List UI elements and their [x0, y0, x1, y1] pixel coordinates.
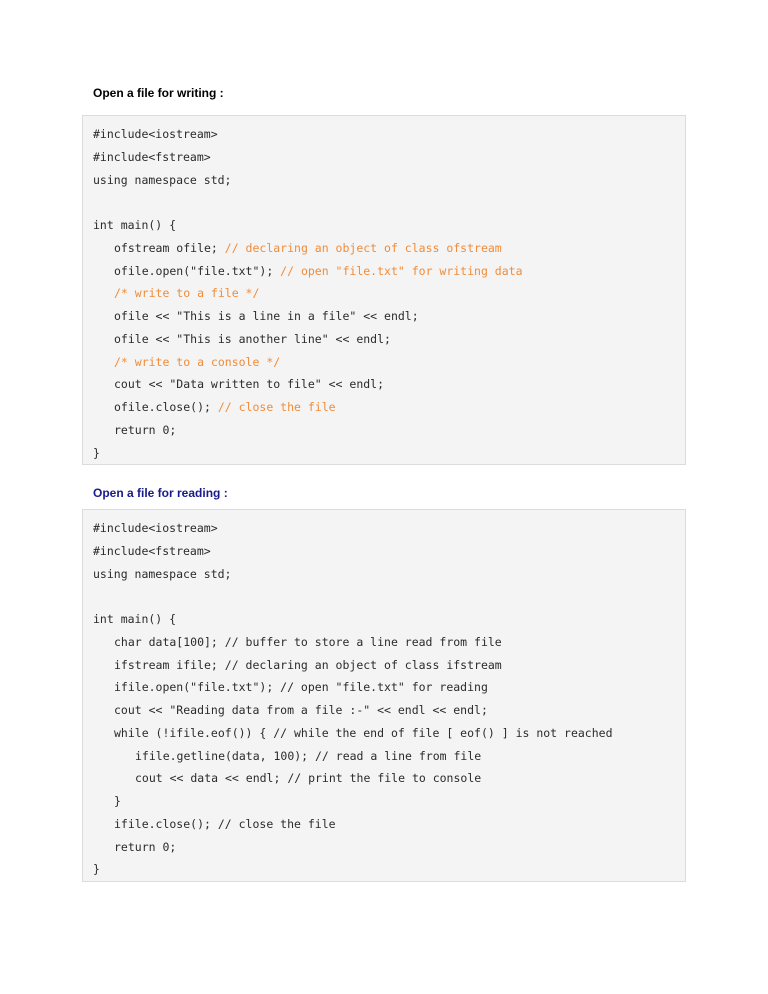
code-text: ifile.close(); // close the file	[114, 816, 336, 831]
code-text: while (!ifile.eof()) { // while the end of file [ eof() ] is not reached	[114, 725, 613, 740]
code-line	[93, 146, 523, 169]
code-line	[93, 237, 523, 260]
code-line	[93, 191, 523, 214]
code-lines	[93, 517, 613, 881]
code-text: ofile.open("file.txt");	[114, 263, 281, 278]
code-text: using namespace std;	[93, 172, 232, 187]
code-text: ifile.getline(data, 100); // read a line from file	[135, 748, 482, 763]
code-text: int main() {	[93, 612, 177, 626]
code-text: cout << "Data written to file" << endl;	[114, 377, 385, 392]
code-comment: // declaring an object of class ofstream	[224, 240, 502, 255]
code-line	[93, 419, 523, 442]
code-text: return 0;	[114, 839, 177, 854]
code-comment: /* write to a file */	[114, 286, 260, 301]
code-comment: // close the file	[217, 400, 336, 414]
code-line	[93, 699, 613, 722]
code-line	[93, 631, 613, 654]
code-text: cout << data << endl; // print the file to console	[135, 771, 482, 786]
code-text: #include<iostream>	[93, 127, 218, 141]
code-line	[93, 373, 523, 396]
code-line	[93, 745, 613, 768]
code-line	[93, 676, 613, 699]
code-line	[93, 767, 613, 790]
section-title-reading: Open a file for reading :	[93, 486, 228, 500]
code-line	[93, 858, 613, 881]
code-text: ifile.open("file.txt"); // open "file.txt" for reading	[114, 680, 488, 695]
code-text: int main() {	[93, 218, 177, 232]
code-text: }	[93, 862, 100, 877]
code-line	[93, 813, 613, 836]
code-line	[93, 396, 523, 419]
code-line	[93, 260, 523, 283]
code-line	[93, 214, 523, 237]
code-line	[93, 123, 523, 146]
code-text: ifstream ifile; // declaring an object of class ifstream	[114, 657, 502, 672]
code-line	[93, 282, 523, 305]
code-text: #include<fstream>	[93, 149, 211, 164]
code-text: using namespace std;	[93, 566, 232, 581]
code-line	[93, 836, 613, 859]
code-text: ofile.close();	[114, 400, 218, 414]
code-text: return 0;	[114, 422, 177, 437]
code-text: ofile << "This is a line in a file" << endl;	[114, 309, 419, 323]
code-text: }	[93, 445, 100, 460]
code-line	[93, 517, 613, 540]
code-line	[93, 790, 613, 813]
code-block-writing	[82, 115, 686, 465]
code-line	[93, 442, 523, 465]
code-text: #include<fstream>	[93, 543, 211, 558]
code-comment: /* write to a console */	[114, 354, 281, 369]
code-text: char data[100]; // buffer to store a line read from file	[114, 634, 502, 649]
code-text: cout << "Reading data from a file :-" << endl << endl;	[114, 703, 488, 717]
code-line	[93, 305, 523, 328]
code-line	[93, 563, 613, 586]
code-lines	[93, 123, 523, 464]
code-line	[93, 540, 613, 563]
code-line	[93, 722, 613, 745]
code-line	[93, 585, 613, 608]
code-text: ofile << "This is another line" << endl;	[114, 331, 391, 346]
section-title-writing: Open a file for writing :	[93, 86, 224, 100]
code-text: }	[114, 794, 121, 808]
code-text: #include<iostream>	[93, 521, 218, 535]
code-line	[93, 351, 523, 374]
code-line	[93, 608, 613, 631]
code-block-reading	[82, 509, 686, 882]
code-line	[93, 169, 523, 192]
code-line	[93, 328, 523, 351]
code-line	[93, 654, 613, 677]
code-text: ofstream ofile;	[114, 240, 225, 255]
code-comment: // open "file.txt" for writing data	[280, 263, 523, 278]
